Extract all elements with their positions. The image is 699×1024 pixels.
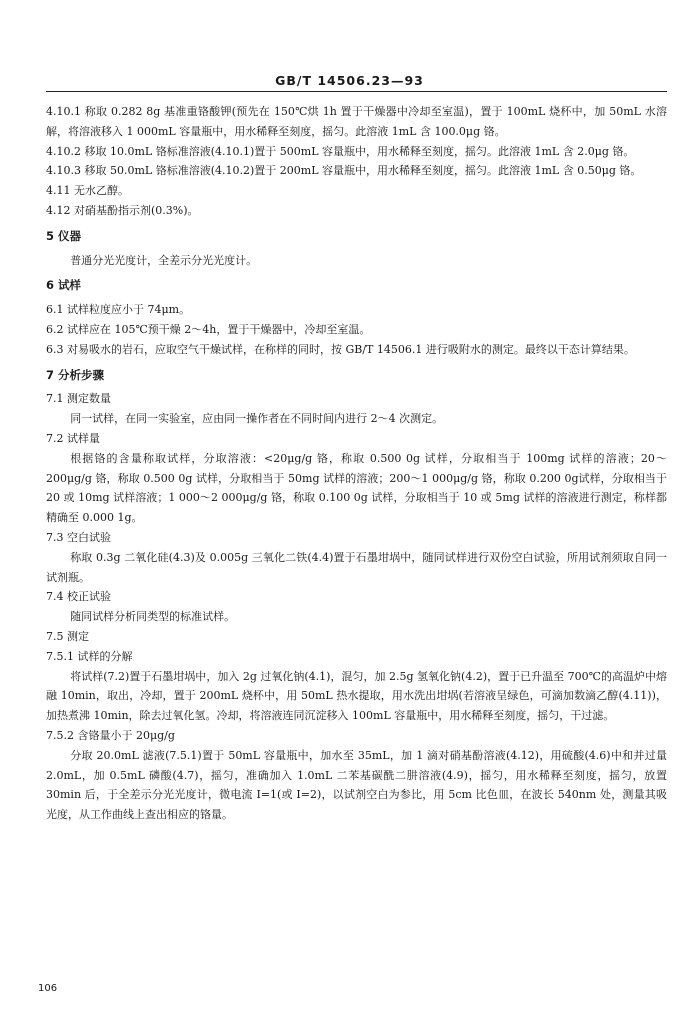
header-rule: [46, 91, 667, 92]
section-heading: 6 试样: [46, 278, 82, 293]
clause-item: 6.2 试样应在 105℃预干燥 2～4h，置于干燥器中，冷却至室温。: [46, 322, 371, 336]
clause-item: 7.1 测定数量: [46, 392, 111, 406]
clause-item: 7.5.2 含铬量小于 20μg/g: [46, 728, 175, 742]
clause-item: 7.4 校正试验: [46, 590, 111, 604]
clause-item: 7.3 空白试验: [46, 530, 111, 544]
clause-item: 4.12 对硝基酚指示剂(0.3%)。: [46, 203, 199, 217]
page-number: 106: [38, 983, 58, 994]
body-paragraph: 普通分光光度计，全差示分光光度计。: [70, 253, 258, 267]
body-paragraph: 称取 0.3g 二氧化硅(4.3)及 0.005g 三氧化二铁(4.4)置于石墨坩埚中，随同试样进行双份空白试验，所用试剂须取自同一试剂瓶。: [46, 550, 667, 584]
standard-header: GB/T 14506.23—93: [275, 73, 424, 88]
clause-item: 4.11 无水乙醇。: [46, 184, 129, 198]
body-paragraph: 随同试样分析同类型的标准试样。: [70, 610, 236, 624]
clause-item: 7.5 测定: [46, 629, 89, 643]
body-paragraph: 根据铬的含量称取试样，分取溶液：<20μg/g 铬，称取 0.500 0g 试样，分取相当于 100mg 试样的溶液；20～200μg/g 铬，称取 0.500 0g 试样，分取相当于 50mg 试样的溶液；200～1 000μg/g 铬，称取 0.200 0g试样，分取相当于 20 或 10mg 试样溶液；1 000～2 000μg/g 铬，称取 0.100 0g 试样，分取相当于 10 或 5mg 试样的溶液进行测定，称样都精确至 0.000 1g。: [46, 451, 667, 525]
body-paragraph: 将试样(7.2)置于石墨坩埚中，加入 2g 过氧化钠(4.1)，混匀，加 2.5g 氢氧化钠(4.2)，置于已升温至 700℃的高温炉中熔融 10min，取出，冷却，置于 200mL 烧杯中，用 50mL 热水提取，用水洗出坩埚(若溶液呈绿色，可滴加数滴乙醇(4.11))，加热煮沸 10min，除去过氧化氢。冷却，将溶液连同沉淀移入 100mL 容量瓶中，用水稀释至刻度，摇匀，干过滤。: [46, 669, 667, 723]
clause-item: 6.1 试样粒度应小于 74μm。: [46, 303, 191, 317]
clause-item: 7.5.1 试样的分解: [46, 649, 133, 663]
document-body: [46, 102, 667, 825]
clause-item: 7.2 试样量: [46, 431, 100, 445]
section-heading: 7 分析步骤: [46, 367, 105, 382]
clause-item: 4.10.1 称取 0.282 8g 基准重铬酸钾(预先在 150℃烘 1h 置于干燥器中冷却至室温)，置于 100mL 烧杯中，加 50mL 水溶解，将溶液移入 1 000mL 容量瓶中，用水稀释至刻度，摇匀。此溶液 1mL 含 100.0μg 铬。: [46, 105, 667, 138]
clause-item: 4.10.3 移取 50.0mL 铬标准溶液(4.10.2)置于 200mL 容量瓶中，用水稀释至刻度，摇匀。此溶液 1mL 含 0.50μg 铬。: [46, 164, 642, 178]
body-paragraph: 同一试样，在同一实验室，应由同一操作者在不同时间内进行 2～4 次测定。: [70, 412, 444, 426]
clause-item: 4.10.2 移取 10.0mL 铬标准溶液(4.10.1)置于 500mL 容量瓶中，用水稀释至刻度，摇匀。此溶液 1mL 含 2.0μg 铬。: [46, 144, 635, 158]
section-heading: 5 仪器: [46, 228, 82, 243]
body-paragraph: 分取 20.0mL 滤液(7.5.1)置于 50mL 容量瓶中，加水至 35mL，加 1 滴对硝基酚溶液(4.12)，用硫酸(4.6)中和并过量 2.0mL，加 0.5mL 磷酸(4.7)，摇匀，准确加入 1.0mL 二苯基碳酰二肼溶液(4.9)，摇匀，用水稀释至刻度，摇匀，放置 30min 后，于全差示分光光度计，微电流 I=1(或 I=2)，以试剂空白为参比，用 5cm 比色皿，在波长 540nm 处，测量其吸光度，从工作曲线上查出相应的铬量。: [46, 748, 667, 822]
clause-item: 6.3 对易吸水的岩石，应取空气干燥试样，在称样的同时，按 GB/T 14506.1 进行吸附水的测定。最终以干态计算结果。: [46, 342, 635, 356]
